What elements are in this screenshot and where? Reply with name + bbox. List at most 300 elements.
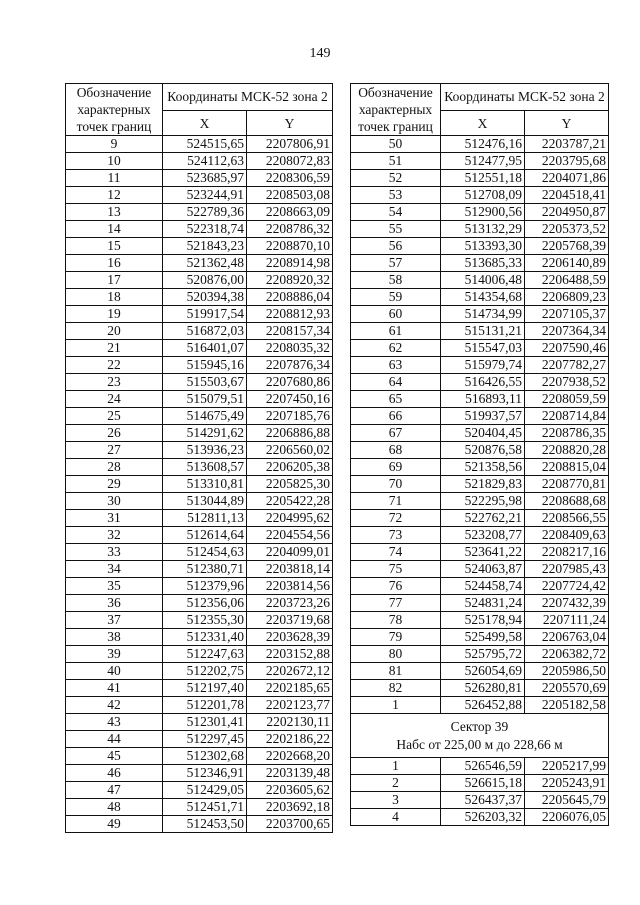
table-row [351,272,609,289]
y-coordinate-cell: 2203723,26 [247,595,333,612]
table-row [351,476,609,493]
y-coordinate-cell: 2208409,63 [525,527,609,544]
table-row [66,476,333,493]
x-coordinate-cell: 513044,89 [163,493,247,510]
y-coordinate-cell: 2205217,99 [525,758,609,775]
table-row [66,527,333,544]
x-coordinate-cell: 524831,24 [441,595,525,612]
point-number-cell: 29 [66,476,163,493]
point-number-cell: 18 [66,289,163,306]
y-coordinate-cell: 2207590,46 [525,340,609,357]
x-coordinate-cell: 523685,97 [163,170,247,187]
x-coordinate-cell: 512297,45 [163,731,247,748]
x-coordinate-cell: 522762,21 [441,510,525,527]
x-coordinate-cell: 512614,64 [163,527,247,544]
x-coordinate-cell: 521358,56 [441,459,525,476]
point-number-cell: 66 [351,408,441,425]
table-row [351,629,609,646]
point-number-cell: 82 [351,680,441,697]
y-coordinate-cell: 2207724,42 [525,578,609,595]
table-row [351,170,609,187]
table-row [66,578,333,595]
x-coordinate-cell: 514675,49 [163,408,247,425]
header-coordinates: Координаты МСК-52 зона 2 [441,84,609,111]
table-row [66,782,333,799]
point-number-cell: 20 [66,323,163,340]
point-number-cell: 27 [66,442,163,459]
y-coordinate-cell: 2208812,93 [247,306,333,323]
x-coordinate-cell: 521843,23 [163,238,247,255]
table-row [66,425,333,442]
x-coordinate-cell: 512477,95 [441,153,525,170]
x-coordinate-cell: 526203,32 [441,809,525,826]
y-coordinate-cell: 2208217,16 [525,544,609,561]
x-coordinate-cell: 512356,06 [163,595,247,612]
sector-table-body [351,758,609,826]
y-coordinate-cell: 2203628,39 [247,629,333,646]
x-coordinate-cell: 513310,81 [163,476,247,493]
y-coordinate-cell: 2208914,98 [247,255,333,272]
x-coordinate-cell: 521829,83 [441,476,525,493]
table-row [66,187,333,204]
y-coordinate-cell: 2206076,05 [525,809,609,826]
y-coordinate-cell: 2203139,48 [247,765,333,782]
table-row [351,775,609,792]
y-coordinate-cell: 2208870,10 [247,238,333,255]
table-row [351,459,609,476]
table-row [66,289,333,306]
point-number-cell: 71 [351,493,441,510]
point-number-cell: 10 [66,153,163,170]
x-coordinate-cell: 523244,91 [163,187,247,204]
table-row [66,629,333,646]
table-row [351,374,609,391]
y-coordinate-cell: 2207806,91 [247,136,333,153]
x-coordinate-cell: 523641,22 [441,544,525,561]
x-coordinate-cell: 512346,91 [163,765,247,782]
y-coordinate-cell: 2203814,56 [247,578,333,595]
y-coordinate-cell: 2205373,52 [525,221,609,238]
y-coordinate-cell: 2208306,59 [247,170,333,187]
table-row [66,561,333,578]
y-coordinate-cell: 2208059,59 [525,391,609,408]
point-number-cell: 40 [66,663,163,680]
y-coordinate-cell: 2203152,88 [247,646,333,663]
table-body-right [351,136,609,714]
table-row [66,816,333,833]
x-coordinate-cell: 520394,38 [163,289,247,306]
y-coordinate-cell: 2208820,28 [525,442,609,459]
point-number-cell: 9 [66,136,163,153]
point-number-cell: 58 [351,272,441,289]
point-number-cell: 35 [66,578,163,595]
table-row [66,714,333,731]
point-number-cell: 11 [66,170,163,187]
y-coordinate-cell: 2206488,59 [525,272,609,289]
point-number-cell: 30 [66,493,163,510]
point-number-cell: 52 [351,170,441,187]
x-coordinate-cell: 520876,58 [441,442,525,459]
table-row [66,663,333,680]
y-coordinate-cell: 2202186,22 [247,731,333,748]
table-row [351,425,609,442]
point-number-cell: 15 [66,238,163,255]
point-number-cell: 59 [351,289,441,306]
table-row [351,697,609,714]
point-number-cell: 44 [66,731,163,748]
table-row [66,731,333,748]
table-body-left [66,136,333,833]
point-number-cell: 77 [351,595,441,612]
point-number-cell: 2 [351,775,441,792]
y-coordinate-cell: 2207680,86 [247,374,333,391]
x-coordinate-cell: 513936,23 [163,442,247,459]
x-coordinate-cell: 526280,81 [441,680,525,697]
y-coordinate-cell: 2203700,65 [247,816,333,833]
y-coordinate-cell: 2208886,04 [247,289,333,306]
table-row [66,544,333,561]
table-row [66,408,333,425]
x-coordinate-cell: 512355,30 [163,612,247,629]
table-row [351,306,609,323]
point-number-cell: 1 [351,697,441,714]
point-number-cell: 12 [66,187,163,204]
y-coordinate-cell: 2207105,37 [525,306,609,323]
x-coordinate-cell: 526546,59 [441,758,525,775]
sector-section [351,714,609,758]
x-coordinate-cell: 520876,00 [163,272,247,289]
y-coordinate-cell: 2206809,23 [525,289,609,306]
y-coordinate-cell: 2202123,77 [247,697,333,714]
y-coordinate-cell: 2208663,09 [247,204,333,221]
y-coordinate-cell: 2205570,69 [525,680,609,697]
header-point-label: Обозначение характерных точек границ [351,84,441,136]
table-row [66,272,333,289]
point-number-cell: 72 [351,510,441,527]
y-coordinate-cell: 2207450,16 [247,391,333,408]
table-row [66,612,333,629]
table-row [66,204,333,221]
x-coordinate-cell: 522318,74 [163,221,247,238]
x-coordinate-cell: 512379,96 [163,578,247,595]
coordinates-table-left [65,83,333,833]
x-coordinate-cell: 524515,65 [163,136,247,153]
y-coordinate-cell: 2202130,11 [247,714,333,731]
y-coordinate-cell: 2204950,87 [525,204,609,221]
x-coordinate-cell: 521362,48 [163,255,247,272]
table-row [66,595,333,612]
table-row [66,442,333,459]
x-coordinate-cell: 523208,77 [441,527,525,544]
table-row [66,697,333,714]
y-coordinate-cell: 2206560,02 [247,442,333,459]
table-row [66,391,333,408]
x-coordinate-cell: 525499,58 [441,629,525,646]
y-coordinate-cell: 2207782,27 [525,357,609,374]
x-coordinate-cell: 522295,98 [441,493,525,510]
y-coordinate-cell: 2208072,83 [247,153,333,170]
point-number-cell: 46 [66,765,163,782]
y-coordinate-cell: 2206763,04 [525,629,609,646]
table-row [66,510,333,527]
y-coordinate-cell: 2203795,68 [525,153,609,170]
y-coordinate-cell: 2206205,38 [247,459,333,476]
y-coordinate-cell: 2207185,76 [247,408,333,425]
point-number-cell: 75 [351,561,441,578]
point-number-cell: 23 [66,374,163,391]
x-coordinate-cell: 512811,13 [163,510,247,527]
x-coordinate-cell: 520404,45 [441,425,525,442]
point-number-cell: 47 [66,782,163,799]
x-coordinate-cell: 526452,88 [441,697,525,714]
point-number-cell: 37 [66,612,163,629]
y-coordinate-cell: 2202672,12 [247,663,333,680]
x-coordinate-cell: 524063,87 [441,561,525,578]
y-coordinate-cell: 2204071,86 [525,170,609,187]
x-coordinate-cell: 524112,63 [163,153,247,170]
x-coordinate-cell: 525795,72 [441,646,525,663]
point-number-cell: 28 [66,459,163,476]
x-coordinate-cell: 513685,33 [441,255,525,272]
point-number-cell: 56 [351,238,441,255]
x-coordinate-cell: 513393,30 [441,238,525,255]
y-coordinate-cell: 2202668,20 [247,748,333,765]
table-row [351,663,609,680]
header-x: X [441,111,525,136]
header-y: Y [247,111,333,136]
point-number-cell: 76 [351,578,441,595]
header-y: Y [525,111,609,136]
y-coordinate-cell: 2205182,58 [525,697,609,714]
table-row [351,544,609,561]
point-number-cell: 38 [66,629,163,646]
point-number-cell: 1 [351,758,441,775]
table-row [351,510,609,527]
table-row [351,527,609,544]
x-coordinate-cell: 525178,94 [441,612,525,629]
point-number-cell: 74 [351,544,441,561]
header-x: X [163,111,247,136]
table-row [351,646,609,663]
table-row [66,680,333,697]
point-number-cell: 25 [66,408,163,425]
table-row [351,187,609,204]
header-point-label: Обозначение характерных точек границ [66,84,163,136]
table-row [351,153,609,170]
table-row [351,391,609,408]
point-number-cell: 73 [351,527,441,544]
x-coordinate-cell: 512451,71 [163,799,247,816]
y-coordinate-cell: 2205645,79 [525,792,609,809]
point-number-cell: 60 [351,306,441,323]
y-coordinate-cell: 2202185,65 [247,680,333,697]
point-number-cell: 16 [66,255,163,272]
x-coordinate-cell: 515547,03 [441,340,525,357]
point-number-cell: 34 [66,561,163,578]
x-coordinate-cell: 519917,54 [163,306,247,323]
point-number-cell: 21 [66,340,163,357]
x-coordinate-cell: 524458,74 [441,578,525,595]
y-coordinate-cell: 2208157,34 [247,323,333,340]
y-coordinate-cell: 2208786,35 [525,425,609,442]
header-coordinates: Координаты МСК-52 зона 2 [163,84,333,111]
table-row [351,561,609,578]
table-row [66,238,333,255]
x-coordinate-cell: 512453,50 [163,816,247,833]
y-coordinate-cell: 2203692,18 [247,799,333,816]
y-coordinate-cell: 2205986,50 [525,663,609,680]
table-row [351,255,609,272]
point-number-cell: 17 [66,272,163,289]
y-coordinate-cell: 2208786,32 [247,221,333,238]
y-coordinate-cell: 2204099,01 [247,544,333,561]
point-number-cell: 42 [66,697,163,714]
table-row [351,340,609,357]
x-coordinate-cell: 512302,68 [163,748,247,765]
point-number-cell: 43 [66,714,163,731]
x-coordinate-cell: 512429,05 [163,782,247,799]
x-coordinate-cell: 513132,29 [441,221,525,238]
x-coordinate-cell: 512476,16 [441,136,525,153]
y-coordinate-cell: 2208770,81 [525,476,609,493]
x-coordinate-cell: 514006,48 [441,272,525,289]
y-coordinate-cell: 2204554,56 [247,527,333,544]
table-row [351,357,609,374]
table-row [351,323,609,340]
y-coordinate-cell: 2208688,68 [525,493,609,510]
x-coordinate-cell: 512201,78 [163,697,247,714]
point-number-cell: 57 [351,255,441,272]
table-row [351,238,609,255]
table-row [351,221,609,238]
y-coordinate-cell: 2208815,04 [525,459,609,476]
point-number-cell: 61 [351,323,441,340]
point-number-cell: 31 [66,510,163,527]
y-coordinate-cell: 2205243,91 [525,775,609,792]
table-row [351,758,609,775]
table-row [351,204,609,221]
sector-title: Сектор 39 [450,719,509,734]
point-number-cell: 19 [66,306,163,323]
point-number-cell: 63 [351,357,441,374]
point-number-cell: 36 [66,595,163,612]
y-coordinate-cell: 2205768,39 [525,238,609,255]
point-number-cell: 48 [66,799,163,816]
table-row [66,153,333,170]
table-row [351,792,609,809]
y-coordinate-cell: 2207876,34 [247,357,333,374]
y-coordinate-cell: 2207364,34 [525,323,609,340]
table-row [66,374,333,391]
y-coordinate-cell: 2203787,21 [525,136,609,153]
point-number-cell: 62 [351,340,441,357]
point-number-cell: 70 [351,476,441,493]
point-number-cell: 3 [351,792,441,809]
page-number: 149 [309,46,331,61]
point-number-cell: 4 [351,809,441,826]
y-coordinate-cell: 2204995,62 [247,510,333,527]
y-coordinate-cell: 2207111,24 [525,612,609,629]
point-number-cell: 45 [66,748,163,765]
y-coordinate-cell: 2207985,43 [525,561,609,578]
table-row [66,221,333,238]
point-number-cell: 53 [351,187,441,204]
x-coordinate-cell: 512247,63 [163,646,247,663]
table-row [66,136,333,153]
table-row [351,442,609,459]
point-number-cell: 81 [351,663,441,680]
y-coordinate-cell: 2204518,41 [525,187,609,204]
x-coordinate-cell: 526054,69 [441,663,525,680]
point-number-cell: 26 [66,425,163,442]
x-coordinate-cell: 519937,57 [441,408,525,425]
table-row [351,680,609,697]
point-number-cell: 13 [66,204,163,221]
x-coordinate-cell: 515131,21 [441,323,525,340]
y-coordinate-cell: 2203605,62 [247,782,333,799]
table-row [66,799,333,816]
point-number-cell: 51 [351,153,441,170]
x-coordinate-cell: 515079,51 [163,391,247,408]
x-coordinate-cell: 512331,40 [163,629,247,646]
point-number-cell: 33 [66,544,163,561]
y-coordinate-cell: 2208035,32 [247,340,333,357]
y-coordinate-cell: 2207432,39 [525,595,609,612]
y-coordinate-cell: 2206140,89 [525,255,609,272]
sector-subtitle: Набс от 225,00 м до 228,66 м [396,737,563,752]
y-coordinate-cell: 2206886,88 [247,425,333,442]
table-row [351,136,609,153]
table-row [351,595,609,612]
x-coordinate-cell: 515945,16 [163,357,247,374]
x-coordinate-cell: 512202,75 [163,663,247,680]
sector-header-row [351,714,609,758]
table-row [66,493,333,510]
x-coordinate-cell: 512900,56 [441,204,525,221]
y-coordinate-cell: 2206382,72 [525,646,609,663]
x-coordinate-cell: 516401,07 [163,340,247,357]
table-row [66,765,333,782]
x-coordinate-cell: 512197,40 [163,680,247,697]
point-number-cell: 24 [66,391,163,408]
point-number-cell: 55 [351,221,441,238]
x-coordinate-cell: 514354,68 [441,289,525,306]
x-coordinate-cell: 514291,62 [163,425,247,442]
x-coordinate-cell: 512551,18 [441,170,525,187]
table-row [66,306,333,323]
point-number-cell: 80 [351,646,441,663]
y-coordinate-cell: 2208714,84 [525,408,609,425]
point-number-cell: 78 [351,612,441,629]
x-coordinate-cell: 512454,63 [163,544,247,561]
x-coordinate-cell: 526615,18 [441,775,525,792]
x-coordinate-cell: 516893,11 [441,391,525,408]
point-number-cell: 65 [351,391,441,408]
point-number-cell: 50 [351,136,441,153]
coordinates-table-right [350,83,609,826]
y-coordinate-cell: 2203818,14 [247,561,333,578]
x-coordinate-cell: 512708,09 [441,187,525,204]
table-row [66,340,333,357]
x-coordinate-cell: 513608,57 [163,459,247,476]
point-number-cell: 68 [351,442,441,459]
table-row [351,289,609,306]
y-coordinate-cell: 2205422,28 [247,493,333,510]
y-coordinate-cell: 2203719,68 [247,612,333,629]
point-number-cell: 49 [66,816,163,833]
x-coordinate-cell: 514734,99 [441,306,525,323]
table-row [66,255,333,272]
